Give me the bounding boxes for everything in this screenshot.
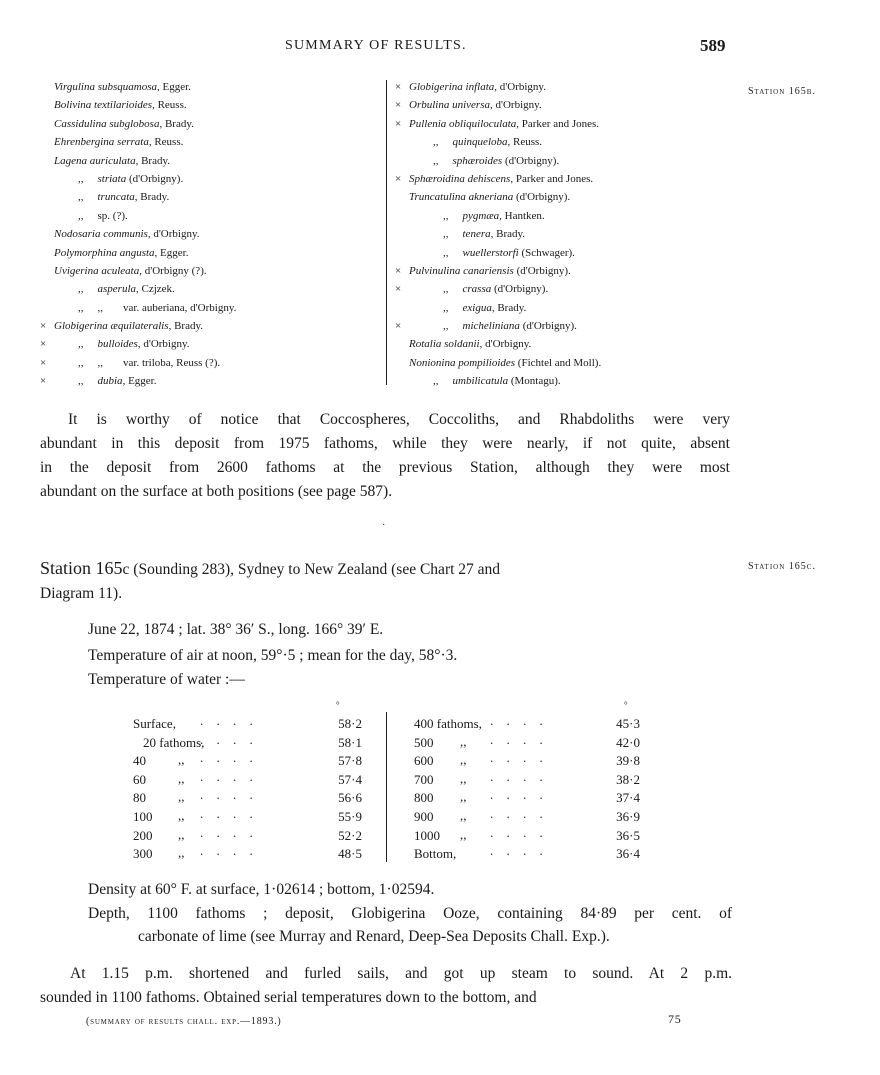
species-author: , Brady. [159,117,194,130]
species-epithet: æquilateralis [110,320,169,333]
temperature-value: 58·1 [338,734,362,750]
ditto-mark: ,, [178,752,185,768]
genus-name: Bolivina [54,99,92,112]
species-epithet: universa [452,99,490,112]
species-name [433,372,561,390]
species-entry [395,354,740,372]
text-line: abundant on the surface at both positions (see page 587). [40,483,393,500]
species-entry [395,299,740,317]
species-entry [40,354,385,372]
species-name [409,170,593,188]
temperature-value: 57·4 [338,771,362,787]
species-entry [395,207,740,225]
species-name [78,188,169,206]
species-epithet: asperula [97,283,136,296]
leader-dots: . . . . [490,806,543,821]
leader-dots: . . . . [200,824,253,840]
species-author: (Schwager). [518,246,575,259]
species-author: , Reuss. [507,136,543,149]
presence-mark: × [395,264,402,277]
species-name [54,262,207,280]
depth-line-continued: carbonate of lime (see Murray and Renard, Deep-Sea Deposits Chall. Exp.). [138,928,610,945]
species-epithet: textilarioides [94,99,153,112]
species-epithet: micheliniana [462,320,520,333]
temperature-value: 38·2 [616,771,640,787]
species-entry [395,78,740,96]
separator-dot: · [382,520,386,531]
genus-name: ,, [433,136,439,149]
genus-name: Ehrenbergina [54,136,115,149]
station-title-line2: Diagram 11). [40,585,123,602]
species-entry [395,115,740,133]
species-entry [395,244,740,262]
species-name [78,280,175,298]
species-name [54,115,194,133]
ditto-mark: ,, [178,845,185,861]
species-entry [40,225,385,243]
genus-name: Lagena [54,154,87,167]
leader-dots: . . . . [200,787,253,803]
species-name [78,170,183,188]
species-name [78,207,128,225]
presence-mark: × [395,172,402,185]
footer-imprint: (summary of results chall. exp.—1893.) [86,1016,282,1027]
species-author: (Fichtel and Moll). [515,356,602,369]
genus-name: Pulvinulina [409,264,461,277]
ditto-mark: ,, [460,826,467,842]
temperature-value: 52·2 [338,827,362,843]
presence-mark: × [395,99,402,112]
species-entry [40,170,385,188]
leader-dots: . . . . [200,768,253,784]
species-epithet: serrata [117,136,149,149]
species-author: , Brady. [134,191,170,204]
temperature-value: 45·3 [616,716,640,731]
species-name [409,262,571,280]
species-name [78,299,236,317]
species-epithet: communis [103,228,148,241]
species-list-left [40,78,385,391]
species-epithet: bulloides [97,338,138,351]
genus-name: Globigerina [409,81,463,93]
species-epithet: ,, [97,301,103,314]
species-author: , d'Orbigny. [479,338,532,351]
species-name [54,244,188,262]
species-author: , Reuss. [152,99,187,112]
species-epithet: angusta [119,246,155,259]
species-epithet: subglobosa [109,117,160,130]
presence-mark: × [40,375,47,388]
coccosphere-paragraph [40,408,730,504]
species-name [433,152,559,170]
species-entry [395,170,740,188]
degree-mark-right: ° [624,700,628,710]
genus-name: Nodosaria [54,228,101,241]
ditto-mark: ,, [178,826,185,842]
species-epithet: ,, [97,356,103,369]
air-temperature-line: Temperature of air at noon, 59°·5 ; mean for the day, 58°·3. [88,647,458,664]
leader-dots: . . . . [490,768,543,784]
species-name [409,115,599,133]
depth-label: 200 [133,827,153,843]
species-author: var. auberiana, d'Orbigny. [123,301,237,314]
species-author: , Reuss. [148,136,184,149]
genus-name: ,, [443,209,449,222]
leader-dots: . . . . [490,731,543,747]
temperature-value: 36·5 [616,827,640,843]
species-author: sp. (?). [97,209,128,222]
species-epithet: aculeata [101,264,140,277]
leader-dots: . . . . [490,787,543,803]
species-epithet: canariensis [463,264,514,277]
species-author: (Montagu). [508,375,561,388]
signature-number: 75 [668,1012,682,1026]
species-author: (d'Orbigny). [491,283,549,296]
genus-name: Polymorphina [54,246,117,259]
species-entry [40,244,385,262]
ditto-mark: ,, [178,770,185,786]
genus-name: ,, [78,283,84,296]
leader-dots: . . . . [490,843,543,859]
species-name [443,244,575,262]
species-name [54,133,183,151]
genus-name: Orbulina [409,99,450,112]
species-name [443,317,577,335]
temperature-value: 56·6 [338,790,362,806]
species-epithet: obliquiloculata [449,117,517,130]
species-author: , d'Orbigny. [489,99,542,112]
genus-name: ,, [443,246,449,259]
genus-name: Truncatulina [409,191,466,204]
species-epithet: umbilicatula [452,375,509,388]
running-header: SUMMARY OF RESULTS. [285,38,467,53]
species-epithet: pompilioides [458,356,516,369]
depth-label: 900 [414,809,434,824]
genus-name: Cassidulina [54,117,107,130]
depth-label: 60 [133,771,146,787]
species-entry [40,207,385,225]
species-name [443,225,525,243]
presence-mark: × [395,81,402,93]
species-epithet: quinqueloba [452,136,508,149]
depth-label: 1000 [414,827,440,843]
presence-mark: × [395,320,402,333]
density-line: Density at 60° F. at surface, 1·02614 ; bottom, 1·02594. [88,881,435,898]
temperature-value: 57·8 [338,753,362,769]
genus-name: Globigerina [54,320,108,333]
depth-label: 20 fathoms, [143,734,205,750]
column-divider [386,80,387,385]
temperature-value: 36·9 [616,809,640,824]
species-name [78,335,190,353]
depth-label: Bottom, [414,846,457,862]
genus-name: ,, [78,301,84,314]
presence-mark: × [40,356,47,369]
species-epithet: subsquamosa [97,81,157,93]
page-number: 589 [700,36,726,55]
depth-label: 40 [133,753,146,769]
leader-dots: . . . . [200,806,253,821]
temperature-value: 36·4 [616,846,640,862]
genus-name: Nonionina [409,356,456,369]
presence-mark: × [40,338,47,351]
species-entry [395,280,740,298]
species-author: , Parker and Jones. [510,172,594,185]
species-author: (d'Orbigny). [126,172,184,185]
genus-name: ,, [443,228,449,241]
genus-name: ,, [433,154,439,167]
species-name [443,280,548,298]
species-epithet: exigua [462,301,492,314]
species-entry [40,280,385,298]
genus-name: ,, [443,283,449,296]
genus-name: ,, [443,320,449,333]
genus-name: ,, [433,375,439,388]
species-epithet: akneriana [468,191,514,204]
species-author: , Czjzek. [136,283,175,296]
species-author: , d'Orbigny (?). [139,264,207,277]
genus-name: Uvigerina [54,264,99,277]
station-heading [40,556,732,606]
leader-dots: . . . . [200,843,253,859]
leader-dots: . . . . [200,750,253,766]
species-entry [40,96,385,114]
species-name [78,372,156,390]
species-name [54,96,187,114]
ditto-mark: ,, [178,808,185,823]
species-author: , Hantken. [499,209,545,222]
temperature-value: 58·2 [338,716,362,731]
species-author: (d'Orbigny). [519,320,577,333]
species-author: (d'Orbigny). [513,191,571,204]
presence-mark: × [40,320,47,333]
ditto-mark: ,, [178,789,185,805]
depth-label: 400 fathoms, [414,716,482,731]
leader-dots: . . . . [200,713,253,728]
depth-label: 300 [133,846,153,862]
species-entry [40,299,385,317]
ditto-mark: ,, [460,789,467,805]
species-entry [395,262,740,280]
ditto-mark: ,, [460,733,467,749]
species-epithet: auriculata [89,154,136,167]
depth-label: 80 [133,790,146,806]
species-author: , d'Orbigny. [137,338,190,351]
ditto-mark: ,, [460,808,467,823]
genus-name: Virgulina [54,81,95,93]
species-entry [40,372,385,390]
species-name [409,96,542,114]
species-entry [40,152,385,170]
presence-mark: × [395,283,402,296]
species-entry [395,152,740,170]
species-entry [395,225,740,243]
species-author: , Brady. [135,154,171,167]
table-divider [386,712,387,862]
leader-dots: . . . . [490,824,543,840]
temperature-value: 42·0 [616,734,640,750]
genus-name: Rotalia [409,338,442,351]
species-author: (d'Orbigny). [502,154,560,167]
temperature-value: 55·9 [338,809,362,824]
depth-label: 700 [414,771,434,787]
species-name [409,354,601,372]
species-author: , Brady. [168,320,204,333]
species-entry [395,335,740,353]
species-author: , Egger. [157,81,191,93]
species-entry [395,133,740,151]
water-temperature-label: Temperature of water :— [88,671,245,688]
species-entry [40,262,385,280]
leader-dots: . . . . [200,731,253,747]
species-name [54,317,203,335]
species-epithet: pygmæa [462,209,500,222]
text-line: It is worthy of notice that Coccospheres, Coccoliths, and Rhabdoliths were very [68,411,730,428]
depth-line: Depth, 1100 fathoms ; deposit, Globigerina Ooze, containing 84·89 per cent. of [88,905,732,922]
text-line: abundant in this deposit from 1975 fathoms, while they were nearly, if not quite, absent [40,435,730,452]
depth-label: Surface, [133,716,176,731]
station-title-rest: (Sounding 283), Sydney to New Zealand (see Chart 27 and [129,561,501,578]
degree-mark-left: ° [336,700,340,710]
species-name [54,152,170,170]
side-note-station-165c: Station 165c. [748,561,816,572]
species-author: , Brady. [490,228,526,241]
species-epithet: striata [97,172,127,185]
species-name [409,188,570,206]
depth-label: 500 [414,734,434,750]
species-author: , Egger. [154,246,189,259]
species-author: , d'Orbigny. [494,81,546,93]
leader-dots: . . . . [490,750,543,766]
genus-name: ,, [78,375,84,388]
station-suffix: c [122,561,130,578]
species-entry [40,78,385,96]
species-epithet: truncata [97,191,135,204]
genus-name: ,, [78,209,84,222]
species-name [54,78,191,96]
species-author: , Brady. [491,301,527,314]
species-epithet: sphæroides [452,154,503,167]
temperature-value: 48·5 [338,846,362,862]
station-title: Station 165 [40,558,123,578]
ditto-mark: ,, [460,770,467,786]
species-entry [395,188,740,206]
side-note-station-165b: Station 165b. [748,86,816,97]
date-line: June 22, 1874 ; lat. 38° 36′ S., long. 166° 39′ E. [88,621,384,638]
genus-name: ,, [78,191,84,204]
depth-label: 800 [414,790,434,806]
species-epithet: soldanii [444,338,480,351]
species-author: var. triloba, Reuss (?). [123,356,221,369]
species-list-right [395,78,740,391]
species-name [443,207,545,225]
genus-name: ,, [78,172,84,185]
species-entry [395,96,740,114]
species-name [433,133,542,151]
species-author: (d'Orbigny). [513,264,571,277]
species-author: , Egger. [122,375,157,388]
depth-label: 600 [414,753,434,769]
ditto-mark: ,, [460,752,467,768]
species-epithet: wuellerstorfi [462,246,519,259]
depth-label: 100 [133,809,153,824]
species-name [443,299,526,317]
species-entry [40,317,385,335]
genus-name: ,, [78,338,84,351]
species-epithet: dehiscens [467,172,511,185]
genus-name: ,, [78,356,84,369]
species-entry [40,133,385,151]
species-epithet: tenera [462,228,491,241]
presence-mark: × [395,117,402,130]
sounding-paragraph [40,962,732,1010]
species-entry [40,115,385,133]
leader-dots: . . . . [490,713,543,728]
species-epithet: inflata [465,81,495,93]
text-line: At 1.15 p.m. shortened and furled sails, and got up steam to sound. At 2 p.m. [70,965,732,982]
species-entry [40,188,385,206]
temperature-value: 39·8 [616,753,640,769]
species-author: , Parker and Jones. [516,117,600,130]
species-entry [395,372,740,390]
temperature-value: 37·4 [616,790,640,806]
species-name [409,335,531,353]
genus-name: ,, [443,301,449,314]
species-name [54,225,200,243]
species-name [78,354,220,372]
species-entry [40,335,385,353]
species-author: , d'Orbigny. [147,228,200,241]
text-line: in the deposit from 2600 fathoms at the previous Station, although they were most [40,459,730,476]
species-entry [395,317,740,335]
genus-name: Pullenia [409,117,447,130]
species-epithet: dubia [97,375,123,388]
species-name [409,78,546,96]
species-epithet: crassa [462,283,492,296]
genus-name: Sphæroidina [409,172,465,185]
text-line: sounded in 1100 fathoms. Obtained serial temperatures down to the bottom, and [40,989,537,1006]
